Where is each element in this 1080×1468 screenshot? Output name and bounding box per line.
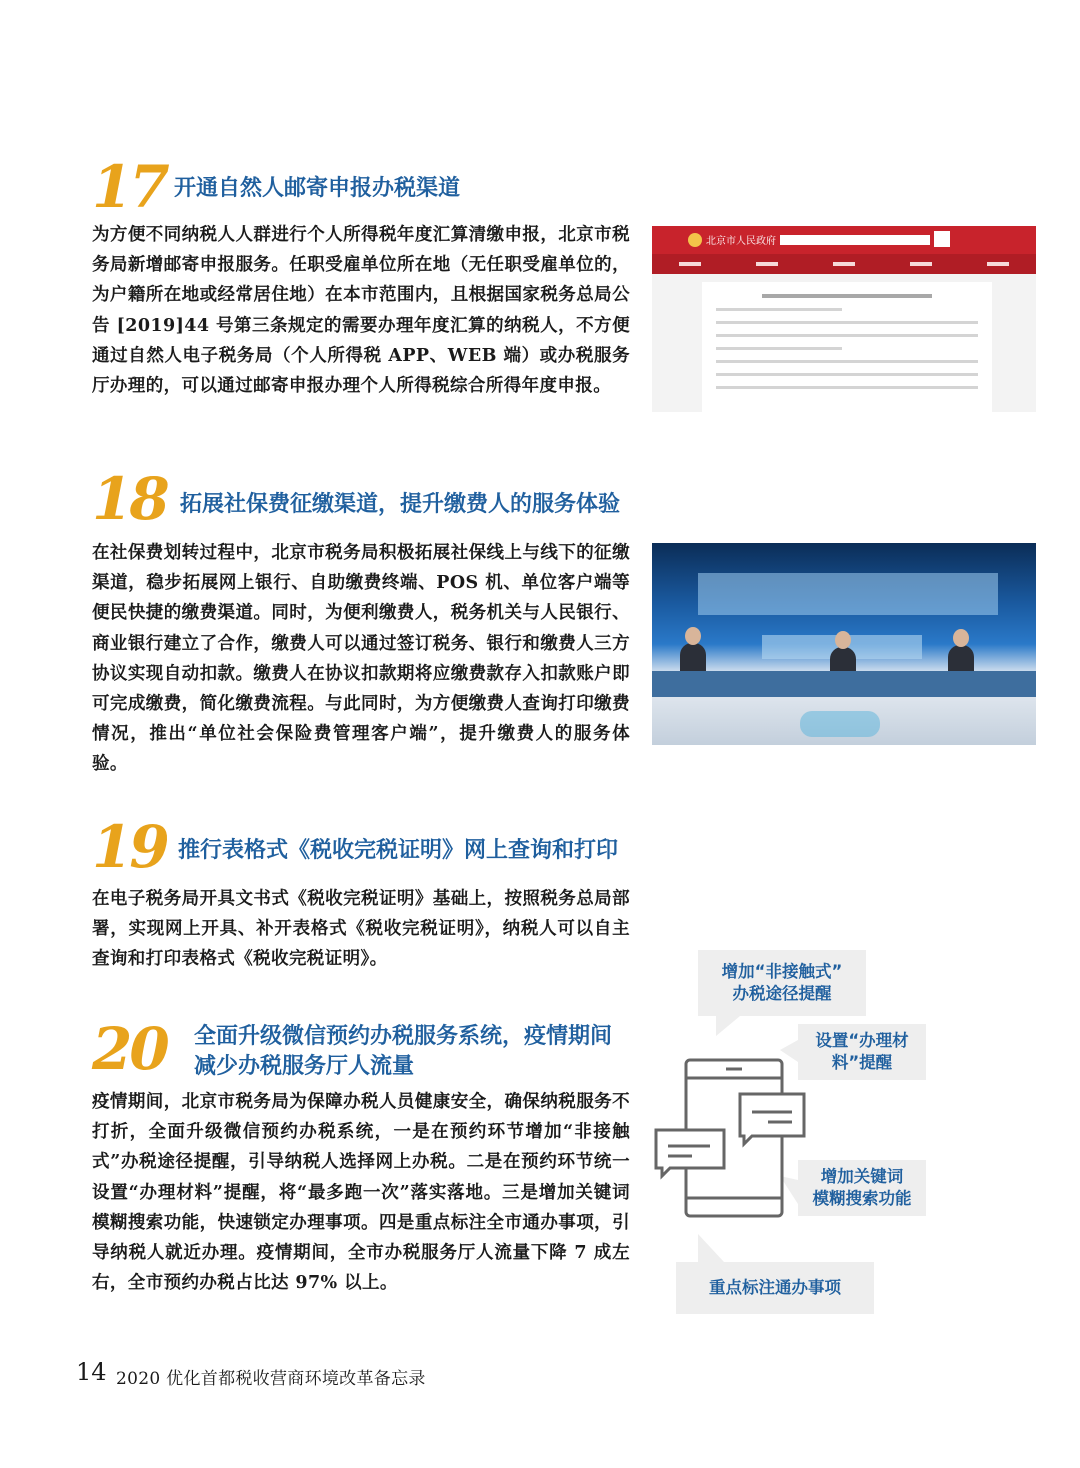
search-box [780,235,930,245]
section-title-line2: 减少办税服务厅人流量 [194,1054,415,1079]
section-title: 推行表格式《税收完税证明》网上查询和打印 [178,838,619,863]
section-title: 开通自然人邮寄申报办税渠道 [174,176,461,201]
callout-non-contact: 增加“非接触式” 办税途径提醒 [698,950,866,1016]
section-number: 20 [92,1015,167,1083]
section-number: 17 [92,153,167,221]
emblem-icon [688,233,702,247]
callout-fuzzy-search: 增加关键词 模糊搜索功能 [798,1160,926,1216]
site-nav [652,254,1036,274]
site-name: 北京市人民政府 [706,236,776,247]
callout-universal-items: 重点标注通办事项 [676,1262,874,1314]
article-page [702,282,992,412]
section-title-line1: 全面升级微信预约办税服务系统，疫情期间 [194,1024,613,1049]
qr-icon [934,231,950,247]
section-title: 拓展社保费征缴渠道，提升缴费人的服务体验 [180,492,621,517]
callout-materials: 设置“办理材 料”提醒 [798,1024,926,1080]
website-screenshot [652,226,1036,412]
conference-photo [652,543,1036,745]
section-number: 19 [92,813,167,881]
section-body: 疫情期间，北京市税务局为保障办税人员健康安全，确保纳税服务不打折，全面升级微信预约办税系统，一是在预约环节增加“非接触式”办税途径提醒，引导纳税人选择网上办税。二是在预约环节统一设置“办理材料”提醒，将“最多跑一次”落实落地。三是增加关键词模糊搜索功能，快速锁定办理事项。四是重点标注全市通办事项，引导纳税人就近办理。疫情期间，全市办税服务厅人流量下降 7 成左右，全市预约办税占比达 97% 以上。 [92,1092,630,1294]
section-body: 为方便不同纳税人人群进行个人所得税年度汇算清缴申报，北京市税务局新增邮寄申报服务。任职受雇单位所在地（无任职受雇单位的，为户籍所在地或经常居住地）在本市范围内，且根据国家税务总局公告 [2019]44 号第三条规定的需要办理年度汇算的纳税人，不方便通过自然人电子税务局（个人所得税 APP、WEB 端）或办税服务厅办理的，可以通过邮寄申报办理个人所得税综合所得年度申报。 [92,225,630,397]
section-number: 18 [92,465,167,533]
publication-title: 2020 优化首都税收营商环境改革备忘录 [116,1369,426,1389]
section-body: 在社保费划转过程中，北京市税务局积极拓展社保线上与线下的征缴渠道，稳步拓展网上银行、自助缴费终端、POS 机、单位客户端等便民快捷的缴费渠道。同时，为便利缴费人，税务机关与人民银行、商业银行建立了合作，缴费人可以通过签订税务、银行和缴费人三方协议实现自动扣款。缴费人在协议扣款期将应缴费款存入扣款账户即可完成缴费，简化缴费流程。与此同时，为方便缴费人查询打印缴费情况，推出“单位社会保险费管理客户端”，提升缴费人的服务体验。 [92,543,630,775]
page-number: 14 [76,1358,107,1386]
section-body: 在电子税务局开具文书式《税收完税证明》基础上，按照税务总局部署，实现网上开具、补开表格式《税收完税证明》，纳税人可以自主查询和打印表格式《税收完税证明》。 [92,889,630,970]
